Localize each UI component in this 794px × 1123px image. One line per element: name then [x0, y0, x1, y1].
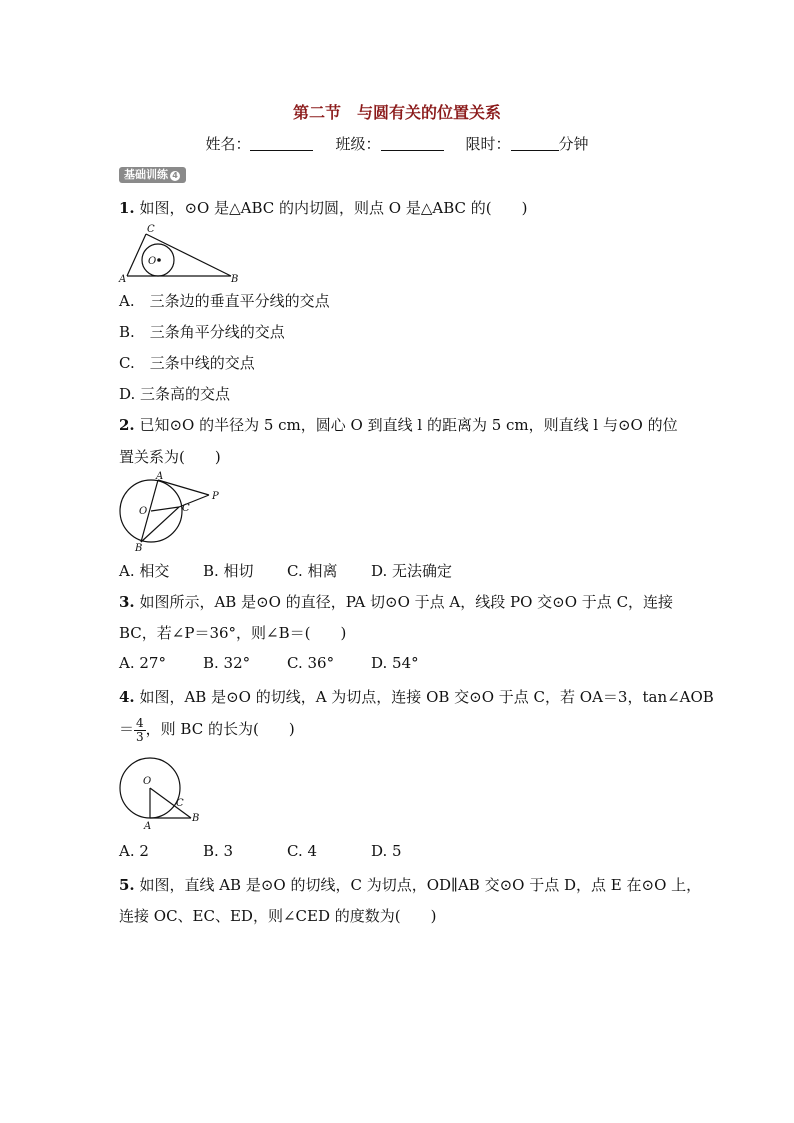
question-2-stem-line2: 置关系为( ) — [119, 448, 221, 466]
question-3-option-d[interactable]: D. 54° — [371, 654, 419, 672]
question-4-number: 4. — [119, 688, 135, 706]
question-3-option-c[interactable]: C. 36° — [287, 654, 335, 672]
question-1-number: 1. — [119, 199, 135, 217]
fig1-label-o: O — [148, 256, 157, 267]
question-2-number: 2. — [119, 416, 135, 434]
fraction-denominator: 3 — [136, 729, 144, 744]
class-blank[interactable] — [381, 136, 444, 151]
question-1-option-c[interactable]: C. 三条中线的交点 — [119, 354, 255, 372]
name-blank[interactable] — [250, 136, 313, 151]
question-5-number: 5. — [119, 876, 135, 894]
fig2-label-p: P — [212, 491, 219, 502]
fig4-label-o: O — [143, 776, 152, 787]
question-3-number: 3. — [119, 593, 135, 611]
question-4-fraction — [134, 717, 146, 744]
question-2-option-d[interactable]: D. 无法确定 — [371, 562, 453, 580]
question-2-figure — [115, 470, 225, 552]
time-unit: 分钟 — [558, 135, 589, 153]
student-info-line — [0, 133, 794, 154]
question-2-option-b[interactable]: B. 相切 — [203, 562, 254, 580]
question-5-stem-line2: 连接 OC、EC、ED，则∠CED 的度数为( ) — [119, 907, 437, 925]
question-4-option-c[interactable]: C. 4 — [287, 842, 318, 860]
fig2-label-a: A — [156, 471, 164, 482]
question-4-text: 如图，AB 是⊙O 的切线，A 为切点，连接 OB 交⊙O 于点 C，若 OA＝3，tan∠AOB — [134, 688, 714, 706]
question-4-option-b[interactable]: B. 3 — [203, 842, 234, 860]
question-5-stem-line1 — [119, 874, 701, 895]
fig2-label-o: O — [139, 506, 148, 517]
fig2-label-b: B — [135, 543, 143, 552]
question-2-option-a[interactable]: A. 相交 — [119, 562, 170, 580]
question-1-text: 如图，⊙O 是△ABC 的内切圆，则点 O 是△ABC 的( ) — [134, 199, 528, 217]
question-2-options — [119, 560, 452, 581]
question-1-stem — [119, 197, 527, 218]
name-label: 姓名： — [205, 135, 251, 153]
badge-number-icon: 4 — [170, 171, 180, 181]
question-4-option-d[interactable]: D. 5 — [371, 842, 402, 860]
page-title: 第二节 与圆有关的位置关系 — [292, 103, 501, 122]
fig4-label-a: A — [144, 821, 152, 831]
section-badge — [119, 167, 186, 183]
question-4-text-cont: ，则 BC 的长为( ) — [145, 720, 295, 738]
question-1-option-d[interactable]: D. 三条高的交点 — [119, 385, 231, 403]
question-1-figure — [117, 222, 242, 284]
fig1-label-a: A — [119, 274, 127, 284]
time-label: 限时： — [465, 135, 511, 153]
question-1-option-b[interactable]: B. 三条角平分线的交点 — [119, 323, 285, 341]
fraction-numerator: 4 — [136, 715, 144, 730]
fig1-label-c: C — [147, 224, 155, 235]
question-5-text: 如图，直线 AB 是⊙O 的切线，C 为切点，OD∥AB 交⊙O 于点 D，点 E 在⊙O 上， — [134, 876, 702, 894]
question-4-stem-line1 — [119, 686, 714, 707]
class-label: 班级： — [335, 135, 381, 153]
question-3-options — [119, 654, 419, 672]
time-blank[interactable] — [511, 136, 559, 151]
question-3-option-a[interactable]: A. 27° — [119, 654, 166, 672]
question-3-option-b[interactable]: B. 32° — [203, 654, 251, 672]
question-4-figure — [115, 757, 207, 831]
fig1-label-b: B — [231, 274, 239, 284]
question-4-option-a[interactable]: A. 2 — [119, 842, 149, 860]
fig2-label-c: C — [182, 503, 190, 514]
question-3-text: 如图所示，AB 是⊙O 的直径，PA 切⊙O 于点 A，线段 PO 交⊙O 于点 C，连接 — [134, 593, 674, 611]
question-2-option-c[interactable]: C. 相离 — [287, 562, 338, 580]
question-3-stem-line2: BC，若∠P＝36°，则∠B＝( ) — [119, 624, 347, 642]
question-4-options — [119, 842, 402, 860]
question-3-stem-line1 — [119, 591, 673, 612]
question-2-stem-line1 — [119, 414, 678, 435]
question-1-option-a[interactable]: A. 三条边的垂直平分线的交点 — [119, 292, 330, 310]
badge-label: 基础训练 — [124, 168, 168, 181]
fig4-label-c: C — [176, 798, 184, 809]
question-4-equals: ＝ — [119, 720, 135, 738]
question-2-text: 已知⊙O 的半径为 5 cm，圆心 O 到直线 l 的距离为 5 cm，则直线 l 与⊙O 的位 — [134, 416, 678, 434]
fig4-label-b: B — [192, 813, 200, 824]
question-4-stem-line2 — [119, 712, 295, 746]
